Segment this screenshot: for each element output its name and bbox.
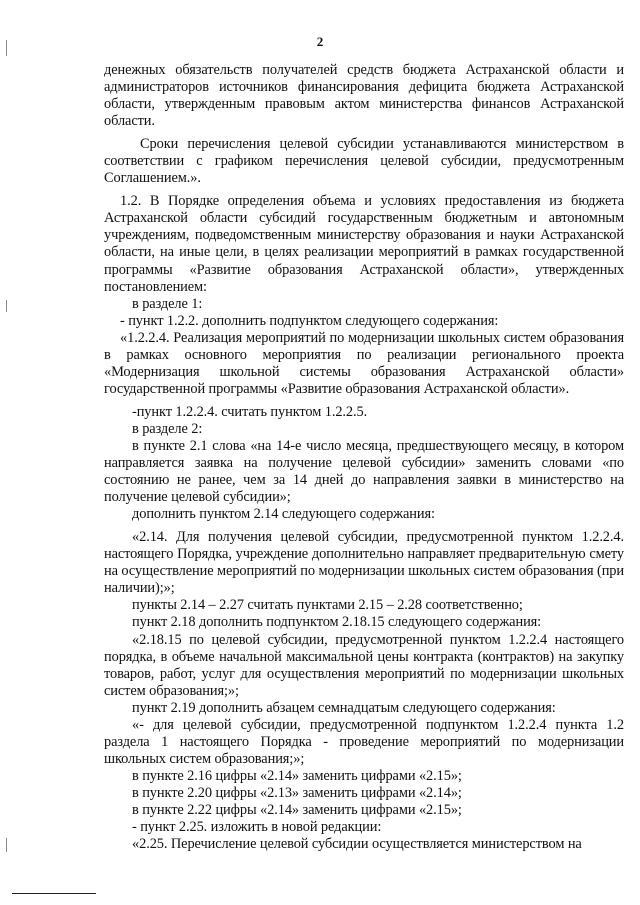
paragraph-item-2-14: «2.14. Для получения целевой субсидии, предусмотренной пунктом 1.2.2.4. настоящего Порядка, учреждение дополнительно направляет предварительную смету на осуществление мероприятий по модернизации школьных систем образования (при наличии);»; [104, 529, 624, 597]
paragraph-in-section-2: в разделе 2: [132, 420, 203, 437]
document-body [104, 62, 624, 853]
paragraph-section-1-2: 1.2. В Порядке определения объема и условиях предоставления из бюджета Астраханской области субсидий государственным бюджетным и автономным учреждениям, подведомственным министерству образования и науки Астраханской области, на иные цели, в целях реализации мероприятий в рамках государственной программы «Развитие образования Астраханской области», утвержденных постановлением: [104, 193, 624, 295]
paragraph-payment-terms: Сроки перечисления целевой субсидии устанавливаются министерством в соответствии с графиком перечисления целевой субсидии, предусмотренным Соглашением.». [104, 136, 624, 187]
paragraph-add-2-19: пункт 2.19 дополнить абзацем семнадцатым следующего содержания: [132, 699, 556, 716]
paragraph-renumber-2-14: пункты 2.14 – 2.27 считать пунктами 2.15 – 2.28 соответственно; [132, 597, 523, 614]
paragraph-item-2-18-15: «2.18.15 по целевой субсидии, предусмотренной пунктом 1.2.2.4 настоящего порядка, в объеме начальной максимальной цены контракта (контрактов) на закупку товаров, работ, услуг для осуществления мероприятий по модернизации школьных систем образования;»; [104, 631, 624, 699]
paragraph-continuation: денежных обязательств получателей средств бюджета Астраханской области и администраторов источников финансирования дефицита бюджета Астраханской области, утвержденным правовым актом министерства финансов Астраханской области. [104, 62, 624, 130]
paragraph-item-2-19: «- для целевой субсидии, предусмотренной подпунктом 1.2.2.4 пункта 1.2 раздела 1 настоящего Порядка - проведение мероприятий по модернизации школьных систем образования;»; [104, 716, 624, 767]
paragraph-item-2-25: «2.25. Перечисление целевой субсидии осуществляется министерством на [132, 836, 582, 853]
paragraph-item-2-16: в пункте 2.16 цифры «2.14» заменить цифрами «2.15»; [132, 767, 462, 784]
left-margin-mark-top [6, 40, 7, 56]
paragraph-item-2-25-intro: - пункт 2.25. изложить в новой редакции: [132, 819, 382, 836]
left-margin-mark-mid [6, 300, 7, 312]
paragraph-item-2-22: в пункте 2.22 цифры «2.14» заменить цифрами «2.15»; [132, 801, 462, 818]
paragraph-in-section-1: в разделе 1: [132, 295, 203, 312]
left-margin-mark-bottom [6, 838, 7, 852]
paragraph-add-2-18-15: пункт 2.18 дополнить подпунктом 2.18.15 следующего содержания: [132, 614, 542, 631]
paragraph-item-1-2-2: - пункт 1.2.2. дополнить подпунктом следующего содержания: [120, 312, 499, 329]
paragraph-item-1-2-2-4: «1.2.2.4. Реализация мероприятий по модернизации школьных систем образования в рамках основного мероприятия по реализации регионального проекта «Модернизация школьной системы образования Астраханской области» государственной программы «Развитие образования Астраханской области». [104, 329, 624, 397]
page-number: 2 [316, 34, 324, 49]
paragraph-renumber-1-2-2-5: -пункт 1.2.2.4. считать пунктом 1.2.2.5. [132, 403, 368, 420]
paragraph-item-2-20: в пункте 2.20 цифры «2.13» заменить цифрами «2.14»; [132, 784, 462, 801]
paragraph-add-2-14: дополнить пунктом 2.14 следующего содержания: [132, 506, 435, 523]
footer-rule [12, 893, 96, 894]
paragraph-item-2-1: в пункте 2.1 слова «на 14-е число месяца, предшествующего месяцу, в котором направляется заявка на получение целевой субсидии» заменить словами «по состоянию не ранее, чем за 14 дней до направления заявки в министерство на получение целевой субсидии»; [104, 437, 624, 506]
